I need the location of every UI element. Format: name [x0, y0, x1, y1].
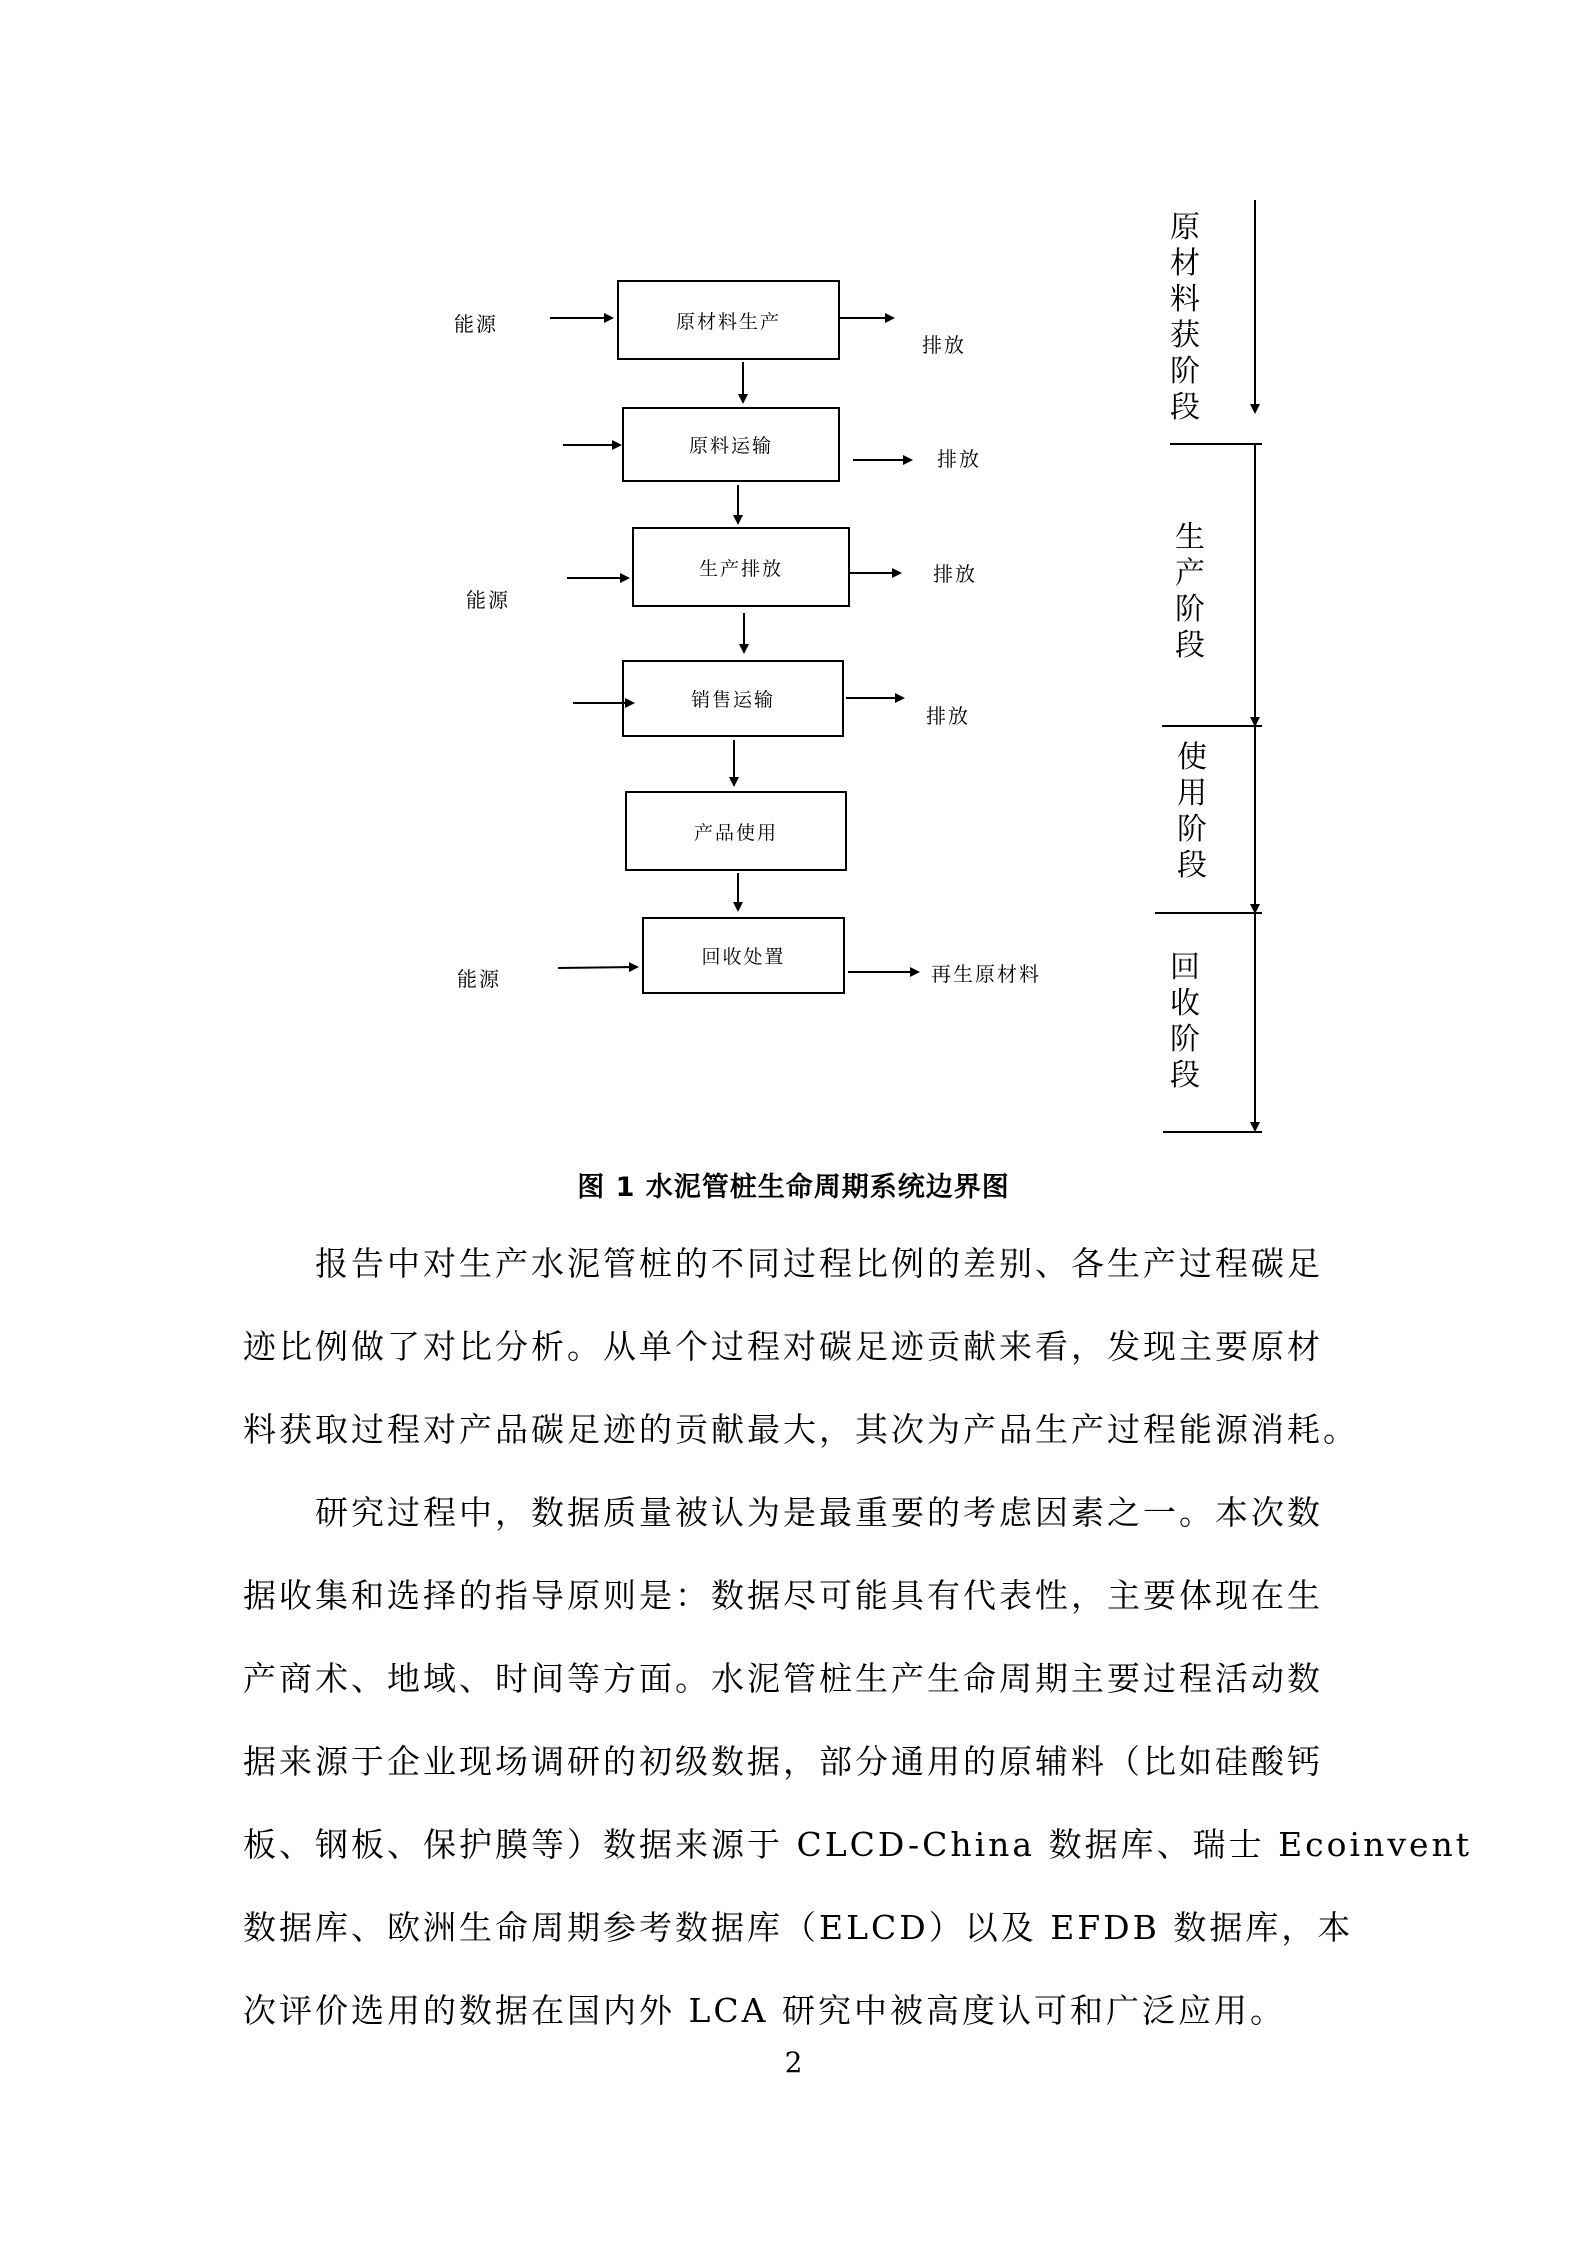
text-line: 次评价选用的数据在国内外 LCA 研究中被高度认可和广泛应用。 — [243, 1991, 1286, 2030]
paragraph-2 — [243, 1471, 1473, 2052]
process-box-sales-transport: 销售运输 — [622, 660, 844, 737]
process-box-usage: 产品使用 — [625, 791, 847, 871]
text-line: 研究过程中，数据质量被认为是最重要的考虑因素之一。本次数 — [315, 1493, 1323, 1532]
process-box-raw-material: 原材料生产 — [617, 280, 840, 360]
process-box-recycling: 回收处置 — [642, 917, 845, 994]
stage-label-usage: 使用阶段 — [1177, 740, 1207, 883]
process-box-raw-transport: 原料运输 — [622, 407, 840, 482]
emission-output-label: 排放 — [926, 704, 970, 728]
text-line: 迹比例做了对比分析。从单个过程对碳足迹贡献来看，发现主要原材 — [243, 1327, 1323, 1366]
input-arrow — [558, 967, 637, 968]
energy-input-label: 能源 — [466, 588, 510, 612]
stage-label-production: 生产阶段 — [1175, 520, 1205, 663]
text-line: 据收集和选择的指导原则是：数据尽可能具有代表性，主要体现在生 — [243, 1576, 1323, 1615]
emission-output-label: 排放 — [922, 333, 966, 357]
emission-output-label: 排放 — [933, 562, 977, 586]
energy-input-label: 能源 — [454, 312, 498, 336]
stage-label-recycling: 回收阶段 — [1170, 950, 1200, 1093]
stage-label-raw-material: 原材料获阶段 — [1170, 210, 1200, 425]
text-line: 报告中对生产水泥管桩的不同过程比例的差别、各生产过程碳足 — [315, 1244, 1323, 1283]
text-line: 产商术、地域、时间等方面。水泥管桩生产生命周期主要过程活动数 — [243, 1659, 1323, 1698]
figure-caption: 图 1 水泥管桩生命周期系统边界图 — [577, 1172, 1010, 1203]
paragraph-1 — [243, 1222, 1360, 1471]
text-line: 数据库、欧洲生命周期参考数据库（ELCD）以及 EFDB 数据库，本 — [243, 1908, 1354, 1947]
text-line: 料获取过程对产品碳足迹的贡献最大，其次为产品生产过程能源消耗。 — [243, 1410, 1359, 1449]
page-number: 2 — [784, 2046, 803, 2079]
emission-output-label: 排放 — [937, 447, 981, 471]
text-line: 据来源于企业现场调研的初级数据，部分通用的原辅料（比如硅酸钙 — [243, 1742, 1323, 1781]
energy-input-label: 能源 — [457, 967, 501, 991]
process-box-production: 生产排放 — [632, 527, 850, 607]
text-line: 板、钢板、保护膜等）数据来源于 CLCD-China 数据库、瑞士 Ecoinvent — [243, 1825, 1473, 1864]
recycled-material-label: 再生原材料 — [931, 962, 1041, 986]
